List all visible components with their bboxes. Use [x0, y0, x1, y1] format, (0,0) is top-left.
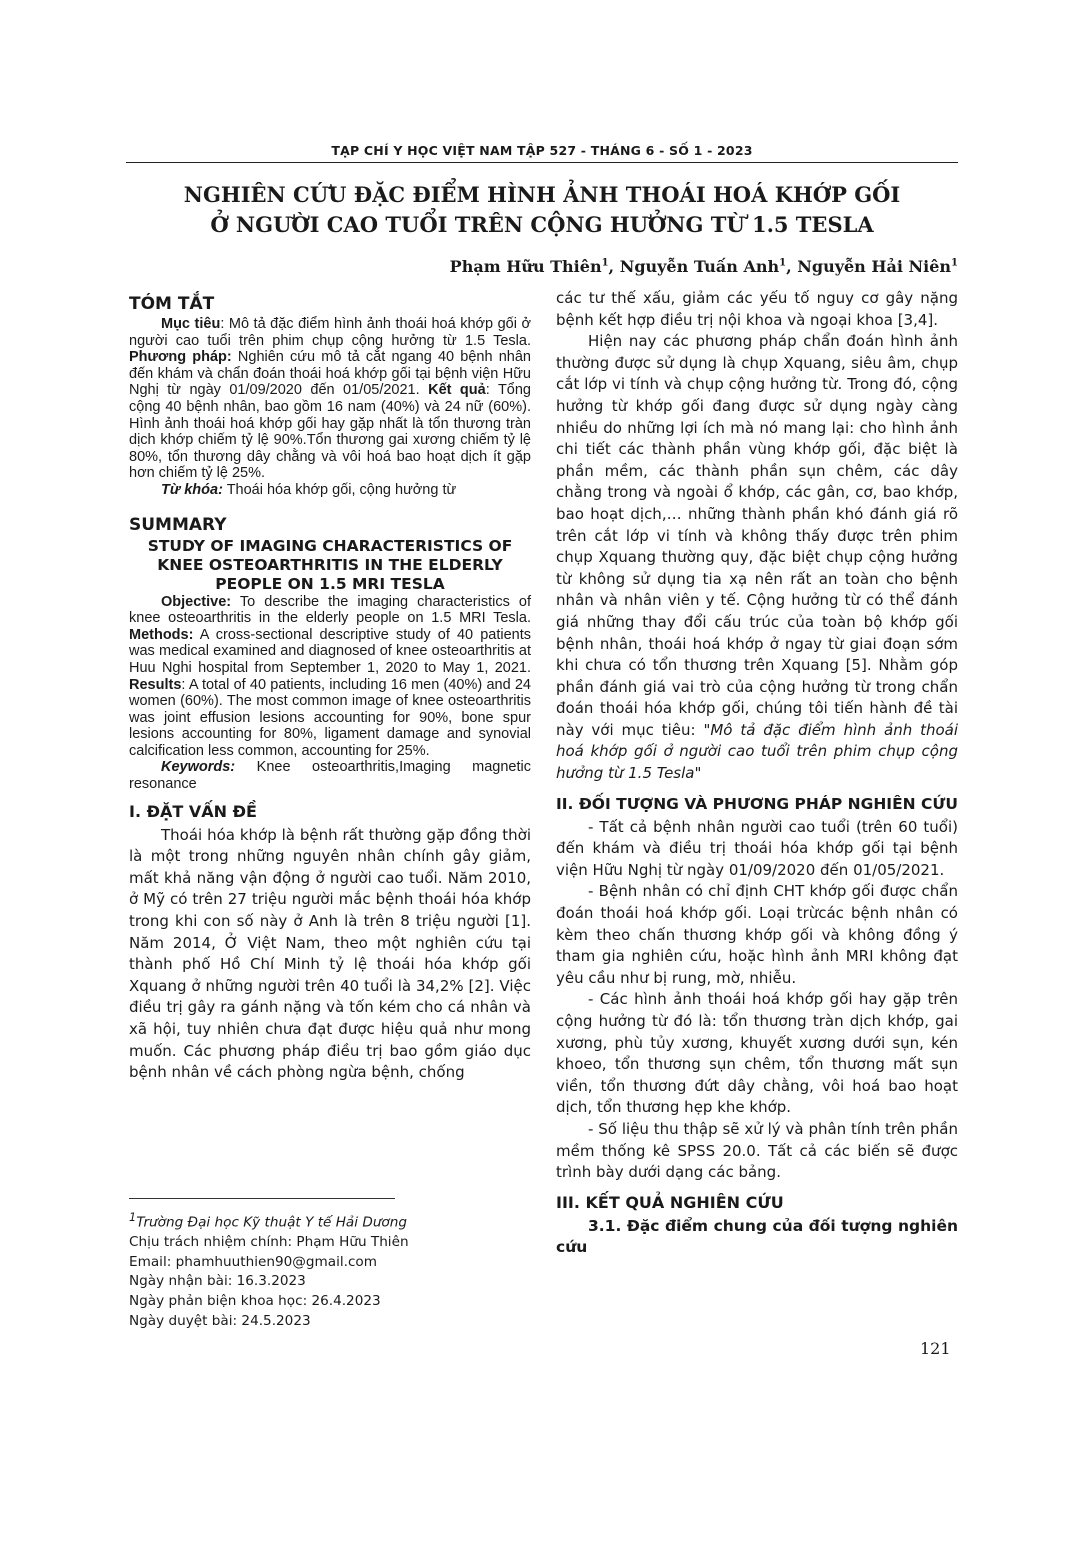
author-list: Phạm Hữu Thiên$^1$, Nguyễn Tuấn Anh$^1$, Nguyễn Hải Niên$^1$	[449, 257, 958, 276]
footnote-reviewed: Ngày phản biện khoa học: 26.4.2023	[129, 1292, 381, 1309]
keywords-text: Thoái hóa khớp gối, cộng hưởng từ	[222, 481, 457, 498]
article-title	[126, 180, 958, 240]
footnote-accepted: Ngày duyệt bài: 24.5.2023	[129, 1312, 311, 1329]
results-label-en: Results	[129, 676, 182, 693]
author-affiliation-mark: 1	[951, 257, 958, 269]
page-number: 121	[920, 1339, 951, 1358]
abstract-vi-heading: TÓM TẮT	[129, 294, 215, 314]
footnote-affiliation	[129, 1208, 529, 1233]
title-line-1: NGHIÊN CỨU ĐẶC ĐIỂM HÌNH ẢNH THOÁI HOÁ KHỚP GỐI	[183, 182, 901, 207]
title-line-2: Ở NGƯỜI CAO TUỔI TRÊN CỘNG HƯỞNG TỪ 1.5 TESLA	[210, 212, 874, 237]
keywords-text-en: Knee osteoarthritis,Imaging magnetic resonance	[129, 759, 531, 793]
footnote-received: Ngày nhận bài: 16.3.2023	[129, 1273, 306, 1290]
footnote-email: Email: phamhuuthien90@gmail.com	[129, 1253, 377, 1270]
footnote-aff-mark: 1	[129, 1210, 137, 1224]
keywords-en	[129, 759, 531, 792]
left-column	[129, 292, 531, 1084]
footnote-affiliation-text: Trường Đại học Kỹ thuật Y tế Hải Dương	[136, 1214, 407, 1231]
section-2-item: - Các hình ảnh thoái hoá khớp gối hay gặp trên cộng hưởng từ đó là: tổn thương tràn dịch khớp, gai xương, phù tủy xương, khuyết xương dưới sụn, kén khoeo, tổn thương sụn chêm, tổn thương mất sụn viền, tổn thương đứt dây chằng, vôi hoá bao hoạt dịch, tổn thương hẹp khe khớp.	[556, 990, 958, 1117]
section-2-heading: II. ĐỐI TƯỢNG VÀ PHƯƠNG PHÁP NGHIÊN CỨU	[556, 794, 958, 813]
methods-text: Nghiên cứu mô tả cắt ngang 40 bệnh nhân đến khám và chẩn đoán thoái hoá khớp gối tại bệnh viện Hữu Nghị từ ngày 01/09/2020 đến 01/05/2021.	[129, 349, 531, 399]
paragraph-2-text: Hiện nay các phương pháp chẩn đoán hình ảnh thường được sử dụng là chụp Xquang, siêu âm, chụp cắt lớp vi tính và chụp cộng hưởng từ. Trong đó, cộng hưởng từ khớp gối đang được sử dụng ngày càng nhiều do những lợi ích mà nó mang lại: cho hình ảnh chi tiết các thành phần vùng khớp gối, đặc biệt là phần mềm, các thành phần sụn chêm, các dây chằng trong và ngoài ổ khớp, các gân, cơ, bao khớp, bao hoạt dịch,… những thành phần khó đánh giá rõ trên cắt lớp vi tính và không thấy được trên phim chụp Xquang thường quy, đặc biệt chụp cộng hưởng từ không sử dụng tia xạ nên rất an toàn cho bệnh nhân và nhân viên y tế. Cộng hưởng từ có thể đánh giá những thay đổi cấu trúc của toàn bộ khớp gối bệnh nhân, thoái hoá khớp ở ngay từ giai đoạn sớm khi chưa có tổn thương trên Xquang [5]. Nhằm góp phần đánh giá vai trò của cộng hưởng từ trong chẩn đoán thoái hóa khớp gối, chúng tôi tiến hành đề tài này với mục tiêu:	[556, 332, 958, 739]
objective-text: : Mô tả đặc điểm hình ảnh thoái hoá khớp gối ở người cao tuổi trên phim chụp cộng hưởng từ 1.5 Tesla.	[129, 316, 531, 349]
author-name: Nguyễn Tuấn Anh	[619, 257, 780, 276]
section-2-item: - Bệnh nhân có chỉ định CHT khớp gối được chẩn đoán thoái hoá khớp gối. Loại trừcác bệnh nhân có kèm theo chấn thương khớp gối và không đồng ý tham gia nghiên cứu, hoặc hình ảnh MRI không đạt yêu cầu như bị rung, mờ, nhiễu.	[556, 882, 958, 987]
header-rule	[126, 162, 958, 163]
abstract-en	[129, 594, 531, 793]
section-3-subheading: 3.1. Đặc điểm chung của đối tượng nghiên cứu	[556, 1216, 958, 1257]
section-2-item: - Số liệu thu thập sẽ xử lý và phân tính trên phần mềm thống kê SPSS 20.0. Tất cả các biến sẽ được trình bày dưới dạng các bảng.	[556, 1119, 958, 1182]
study-aim: "Mô tả đặc điểm hình ảnh thoái hoá khớp gối ở người cao tuổi trên phim chụp cộng hưởng từ 1.5 Tesla"	[556, 720, 958, 783]
results-text: : Tổng cộng 40 bệnh nhân, bao gồm 16 nam (40%) và 24 nữ (60%). Hình ảnh thoái hoá khớp gối hay gặp nhất là tổn thương tràn dịch khớp chiếm tỷ lệ 90%.Tổn thương gai xương chiếm tỷ lệ 80%, tổn thương dây chằng và vôi hoá bao hoạt dịch ít gặp hơn chiếm tỷ lệ 25%.	[129, 382, 531, 482]
section-1-paragraph-continued: các tư thế xấu, giảm các yếu tố nguy cơ gây nặng bệnh kết hợp điều trị nội khoa và ngoại khoa [3,4].	[556, 289, 958, 329]
abstract-en-heading: SUMMARY	[129, 514, 227, 535]
objective-label-en: Objective:	[161, 593, 232, 610]
footnote-rule	[129, 1198, 395, 1199]
objective-text-en: To describe the imaging characteristics of knee osteoarthritis in the elderly people on 1.5 MRI Tesla.	[129, 593, 531, 627]
author-name: Nguyễn Hải Niên	[797, 257, 952, 276]
keywords-label: Từ khóa:	[161, 481, 223, 498]
abstract-en-body	[129, 594, 531, 760]
keywords-label-en: Keywords:	[161, 759, 236, 776]
keywords-vi	[129, 482, 531, 499]
author-name: Phạm Hữu Thiên	[449, 257, 602, 276]
section-2-item: - Tất cả bệnh nhân người cao tuổi (trên 60 tuổi) đến khám và điều trị thoái hóa khớp gối tại bệnh viện Hữu Nghị từ ngày 01/09/2020 đến 01/05/2021.	[556, 817, 958, 879]
section-1-paragraph: Thoái hóa khớp là bệnh rất thường gặp đồng thời là một trong những nguyên nhân chính gây giảm, mất khả năng vận động ở người cao tuổi. Năm 2010, ở Mỹ có trên 27 triệu người mắc bệnh thoái hóa khớp trong khi con số này ở Anh là trên 8 triệu người [1]. Năm 2014, Ở Việt Nam, theo một nghiên cứu tại thành phố Hồ Chí Minh tỷ lệ thoái hóa khớp gối Xquang ở những người trên 40 tuổi là 34,2% [2]. Việc điều trị gây ra gánh nặng và tốn kém cho cá nhân và xã hội, tuy nhiên chưa đạt được hiệu quả như mong muốn. Các phương pháp điều trị bao gồm giáo dục bệnh nhân về cách phòng ngừa bệnh, chống	[129, 825, 531, 1082]
section-1-heading: I. ĐẶT VẤN ĐỀ	[129, 801, 257, 821]
results-label: Kết quả	[428, 382, 486, 399]
section-1-paragraph-2	[556, 331, 958, 784]
results-text-en: : A total of 40 patients, including 16 men (40%) and 24 women (60%). The most common image of knee osteoarthritis was joint effusion lesions accounting for 90%, bone spur lesions accounting for 80%, ligament damage and synovial calcification less common, accounting for 25%.	[129, 676, 531, 759]
journal-header: TẠP CHÍ Y HỌC VIỆT NAM TẬP 527 - THÁNG 6 - SỐ 1 - 2023	[331, 143, 753, 158]
abstract-vi-body	[129, 316, 531, 482]
objective-label: Mục tiêu	[161, 316, 221, 332]
right-column	[556, 288, 958, 1259]
footnote	[129, 1208, 529, 1331]
section-3-heading: III. KẾT QUẢ NGHIÊN CỨU	[556, 1192, 784, 1212]
abstract-en-title: STUDY OF IMAGING CHARACTERISTICS OF KNEE OSTEOARTHRITIS IN THE ELDERLY PEOPLE ON 1.5 MRI TESLA	[147, 536, 513, 593]
abstract-vi	[129, 316, 531, 499]
methods-label-en: Methods:	[129, 626, 194, 643]
author-affiliation-mark: 1	[601, 257, 609, 269]
methods-label: Phương pháp:	[129, 349, 232, 366]
footnote-corresponding: Chịu trách nhiệm chính: Phạm Hữu Thiên	[129, 1234, 409, 1251]
methods-text-en: A cross-sectional descriptive study of 40 patients was medical examined and diagnosed of knee osteoarthritis at Huu Nghi hospital from September 1, 2020 to May 1, 2021.	[129, 626, 531, 676]
author-affiliation-mark: 1	[779, 257, 787, 269]
